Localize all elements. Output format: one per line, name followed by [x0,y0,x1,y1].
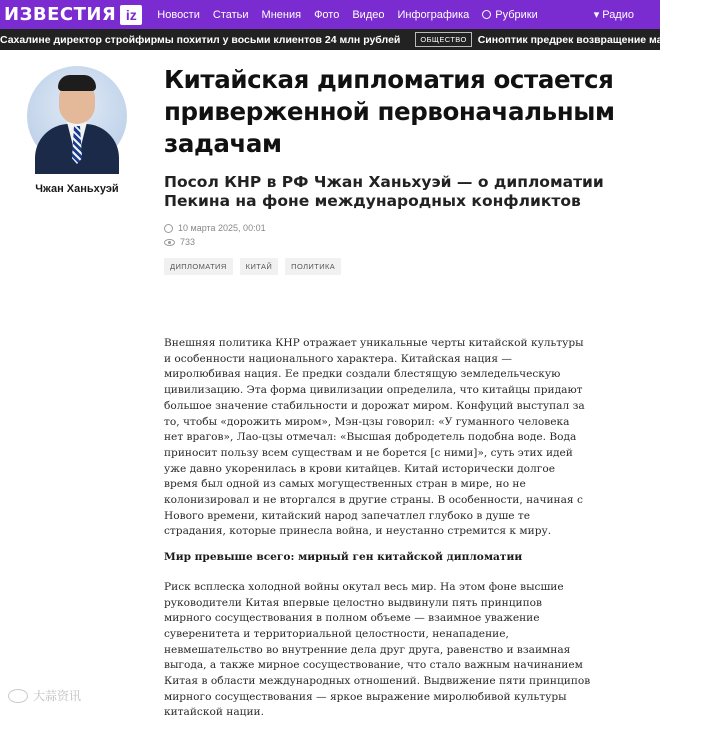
article-views: 733 [180,237,196,247]
article-tags [164,258,644,275]
tag-politics[interactable]: ПОЛИТИКА [285,258,341,275]
nav-item-rubrics[interactable] [482,9,537,21]
site-logo[interactable] [4,0,142,29]
logo-badge: iz [120,5,142,25]
ticker-item[interactable]: Синоптик предрек возвращение мартовских [477,33,710,46]
nav-item-video[interactable]: Видео [352,8,385,21]
tag-diplomacy[interactable]: ДИПЛОМАТИЯ [164,258,233,275]
ticker-item[interactable]: Сахалине директор стройфирмы похитил у восьми клиентов 24 млн рублей [0,33,401,46]
article-paragraph: Риск всплеска холодной войны окутал весь мир. На этом фоне высшие руководители Китая впервые целостно выдвинули пять принципов мирного сосуществования в полном объеме — взаимное уважение суверенитета и территориальной целостности, ненападение, невмешательство во внутренние дела друг друга, равенство и взаимная выгода, а также мирное сосуществование, что стало важным начинанием Китая в области международных отношений. Выдвижение пяти принципов мирного сосуществования — яркое выражение миролюбивой культуры китайской нации. [164,580,591,719]
watermark-logo-icon [8,689,28,703]
nav-item-photo[interactable]: Фото [314,8,340,21]
nav-item-news[interactable]: Новости [157,8,200,21]
watermark [8,687,81,704]
nav-item-opinions[interactable]: Мнения [261,8,302,21]
nav-item-infographics[interactable]: Инфографика [397,8,470,21]
radio-icon: ▾ [593,9,600,21]
watermark-text: 大蒜资讯 [33,689,82,703]
author-block [22,66,132,196]
radio-label: Радио [602,8,634,21]
article-paragraph: Внешняя политика КНР отражает уникальные черты китайской культуры и особенности национального характера. Китайская нация — миролюбивая нация. Ее предки создали блестящую земледельческую цивилизацию. Эта форма цивилизации определила, что китайцы придают большое значение стабильности и дорожат миром. Конфуций выступал за то, чтобы «дорожить миром», Мэн-цзы говорил: «У гуманного человека нет врагов», Лао-цзы отмечал: «Высшая добродетель подобна воде. Вода приносит пользу всем существам и не борется [с ними]», суть этих идей уже давно укоренилась в крови китайцев. Китай исторически долгое время был одной из самых могущественных стран в мире, но не колонизировал и не вторгался в другие страны. В особенности, начиная с Нового времени, китайский народ запечатлел глубоко в душе те страдания, которые принесла война, и неустанно стремится к миру. [164,337,585,538]
article-header [164,64,644,275]
rubrics-label: Рубрики [495,8,538,21]
article-views-row [164,235,644,249]
eye-icon [164,239,175,246]
article-date: 10 марта 2025, 00:01 [178,223,266,233]
main-nav [157,9,550,21]
author-name[interactable]: Чжан Ханьхуэй [35,183,119,195]
article-body [164,336,591,731]
article-subtitle: Посол КНР в РФ Чжан Ханьхуэй — о дипломатии Пекина на фоне международных конфликтов [164,173,604,210]
section-heading: Мир превыше всего: мирный ген китайской дипломатии [164,551,523,564]
radio-link[interactable] [594,0,634,29]
ticker-category-badge[interactable]: ОБЩЕСТВО [415,32,471,47]
logo-wordmark: ИЗВЕСТИЯ [4,4,117,25]
news-ticker [0,29,710,50]
nav-item-articles[interactable]: Статьи [212,8,249,21]
author-avatar[interactable] [27,66,127,166]
tag-china[interactable]: КИТАЙ [240,258,279,275]
article-date-row [164,221,644,235]
rubrics-icon [482,10,491,19]
clock-icon [164,224,173,233]
article-meta [164,221,644,249]
top-navigation-bar [0,0,660,29]
article-title: Китайская дипломатия остается приверженной первоначальным задачам [164,65,615,158]
